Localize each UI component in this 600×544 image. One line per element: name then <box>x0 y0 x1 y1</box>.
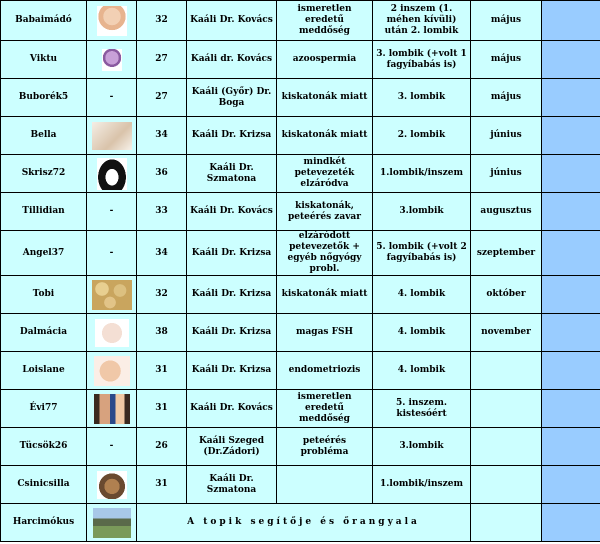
member-clinic: Kaáli Dr. Kovács <box>187 390 277 428</box>
member-age: 31 <box>137 352 187 390</box>
member-name: Tillidian <box>1 193 87 231</box>
member-month: augusztus <box>471 193 542 231</box>
member-age: 34 <box>137 231 187 276</box>
member-age: 31 <box>137 466 187 504</box>
member-cause: magas FSH <box>277 314 373 352</box>
no-avatar-dash: - <box>109 247 114 258</box>
member-clinic: Kaáli Dr. Szmatona <box>187 155 277 193</box>
member-clinic: Kaáli Szeged (Dr.Zádori) <box>187 428 277 466</box>
avatar-cell <box>87 79 137 117</box>
member-month <box>471 352 542 390</box>
blank-cell <box>542 390 600 428</box>
avatar-cell <box>87 390 137 428</box>
cat-photo-icon <box>97 471 127 499</box>
table-row <box>1 428 600 466</box>
table-row <box>1 117 600 155</box>
member-attempt: 5. inszem. kistesóért <box>373 390 471 428</box>
member-age: 27 <box>137 79 187 117</box>
member-clinic: Kaáli Dr. Krizsa <box>187 276 277 314</box>
member-name: Angel37 <box>1 231 87 276</box>
avatar-cell <box>87 314 137 352</box>
member-cause: endometriozis <box>277 352 373 390</box>
member-cause: ismeretlen eredetű meddőség <box>277 1 373 41</box>
member-age: 32 <box>137 276 187 314</box>
member-attempt: 2 inszem (1. méhen kívüli) után 2. lombik <box>373 1 471 41</box>
member-age: 36 <box>137 155 187 193</box>
member-attempt: 3. lombik <box>373 79 471 117</box>
table-body <box>1 1 600 504</box>
table-row <box>1 352 600 390</box>
member-month: június <box>471 117 542 155</box>
member-clinic: Kaáli (Győr) Dr. Boga <box>187 79 277 117</box>
member-clinic: Kaáli Dr. Kovács <box>187 1 277 41</box>
kids-photo-icon <box>94 394 130 424</box>
member-attempt: 2. lombik <box>373 117 471 155</box>
member-name: Dalmácia <box>1 314 87 352</box>
table-row <box>1 79 600 117</box>
blank-cell <box>542 466 600 504</box>
footer-blank-cell <box>542 504 600 542</box>
avatar-cell <box>87 276 137 314</box>
member-clinic: Kaáli Dr. Szmatona <box>187 466 277 504</box>
member-age: 26 <box>137 428 187 466</box>
blank-cell <box>542 1 600 41</box>
member-attempt: 4. lombik <box>373 314 471 352</box>
member-clinic: Kaáli Dr. Kovács <box>187 193 277 231</box>
member-age: 27 <box>137 41 187 79</box>
table-row <box>1 155 600 193</box>
table-row <box>1 390 600 428</box>
member-clinic: Kaáli dr. Kovács <box>187 41 277 79</box>
blank-cell <box>542 155 600 193</box>
member-name: Tobi <box>1 276 87 314</box>
member-attempt: 3.lombik <box>373 193 471 231</box>
footer-name: Harcimókus <box>1 504 87 542</box>
no-avatar-dash: - <box>109 92 114 102</box>
blank-cell <box>542 79 600 117</box>
member-cause: kiskatonák miatt <box>277 79 373 117</box>
member-name: Csinicsilla <box>1 466 87 504</box>
member-month <box>471 466 542 504</box>
member-name: Tücsök26 <box>1 428 87 466</box>
member-month: május <box>471 41 542 79</box>
member-cause: ismeretlen eredetű meddőség <box>277 390 373 428</box>
member-cause: azoospermia <box>277 41 373 79</box>
avatar-cell <box>87 231 137 276</box>
avatar-cell <box>87 466 137 504</box>
baby-face-photo-icon <box>95 319 129 347</box>
avatar-cell <box>87 1 137 41</box>
blank-cell <box>542 352 600 390</box>
member-name: Skrisz72 <box>1 155 87 193</box>
blank-cell <box>542 193 600 231</box>
member-age: 31 <box>137 390 187 428</box>
member-cause <box>277 466 373 504</box>
table-row <box>1 276 600 314</box>
member-attempt: 4. lombik <box>373 352 471 390</box>
baby-closeup-photo-icon <box>94 356 130 386</box>
table-row <box>1 466 600 504</box>
avatar-cell <box>87 428 137 466</box>
member-attempt: 3. lombik (+volt 1 fagyíbabás is) <box>373 41 471 79</box>
member-attempt: 4. lombik <box>373 276 471 314</box>
footer-text: A topik segítője és őrangyala <box>137 504 471 542</box>
table-row <box>1 1 600 41</box>
table-row <box>1 193 600 231</box>
member-name: Bella <box>1 117 87 155</box>
member-cause: kiskatonák miatt <box>277 117 373 155</box>
member-month: november <box>471 314 542 352</box>
skull-avatar-icon <box>102 49 122 71</box>
blank-cell <box>542 428 600 466</box>
member-cause: kiskatonák, peteérés zavar <box>277 193 373 231</box>
table-row <box>1 41 600 79</box>
member-age: 34 <box>137 117 187 155</box>
member-clinic: Kaáli Dr. Krizsa <box>187 117 277 155</box>
member-month <box>471 390 542 428</box>
member-month: június <box>471 155 542 193</box>
blank-cell <box>542 314 600 352</box>
member-age: 38 <box>137 314 187 352</box>
sleeping-baby-photo-icon <box>92 122 132 150</box>
member-name: Babaimádó <box>1 1 87 41</box>
member-month <box>471 428 542 466</box>
avatar-cell <box>87 117 137 155</box>
member-name: Évi77 <box>1 390 87 428</box>
member-cause: elzáródott petevezetők + egyéb nőgyógy probl. <box>277 231 373 276</box>
footer-row <box>1 504 600 542</box>
table-row <box>1 231 600 276</box>
beans-photo-icon <box>92 280 132 310</box>
member-cause: mindkét petevezeték elzáródva <box>277 155 373 193</box>
member-attempt: 5. lombik (+volt 2 fagyíbabás is) <box>373 231 471 276</box>
member-clinic: Kaáli Dr. Krizsa <box>187 314 277 352</box>
no-avatar-dash: - <box>109 441 114 451</box>
member-name: Loislane <box>1 352 87 390</box>
avatar-cell <box>87 193 137 231</box>
table-row <box>1 314 600 352</box>
avatar-cell <box>87 41 137 79</box>
blank-cell <box>542 41 600 79</box>
house-photo-icon <box>93 508 131 538</box>
member-clinic: Kaáli Dr. Krizsa <box>187 352 277 390</box>
member-clinic: Kaáli Dr. Krizsa <box>187 231 277 276</box>
penguin-avatar-icon <box>97 158 127 190</box>
no-avatar-dash: - <box>109 206 114 216</box>
member-month: szeptember <box>471 231 542 276</box>
member-name: Buborék5 <box>1 79 87 117</box>
member-attempt: 3.lombik <box>373 428 471 466</box>
blank-cell <box>542 231 600 276</box>
member-attempt: 1.lombik/inszem <box>373 466 471 504</box>
blank-cell <box>542 276 600 314</box>
member-month: május <box>471 1 542 41</box>
member-cause: kiskatonák miatt <box>277 276 373 314</box>
blank-cell <box>542 117 600 155</box>
member-age: 33 <box>137 193 187 231</box>
member-month: május <box>471 79 542 117</box>
member-age: 32 <box>137 1 187 41</box>
footer-month-cell <box>471 504 542 542</box>
avatar-cell <box>87 155 137 193</box>
member-attempt: 1.lombik/inszem <box>373 155 471 193</box>
avatar-cell <box>87 352 137 390</box>
member-name: Viktu <box>1 41 87 79</box>
baby-photo-icon <box>97 6 127 36</box>
member-cause: peteérés probléma <box>277 428 373 466</box>
footer-pic-cell <box>87 504 137 542</box>
member-month: október <box>471 276 542 314</box>
